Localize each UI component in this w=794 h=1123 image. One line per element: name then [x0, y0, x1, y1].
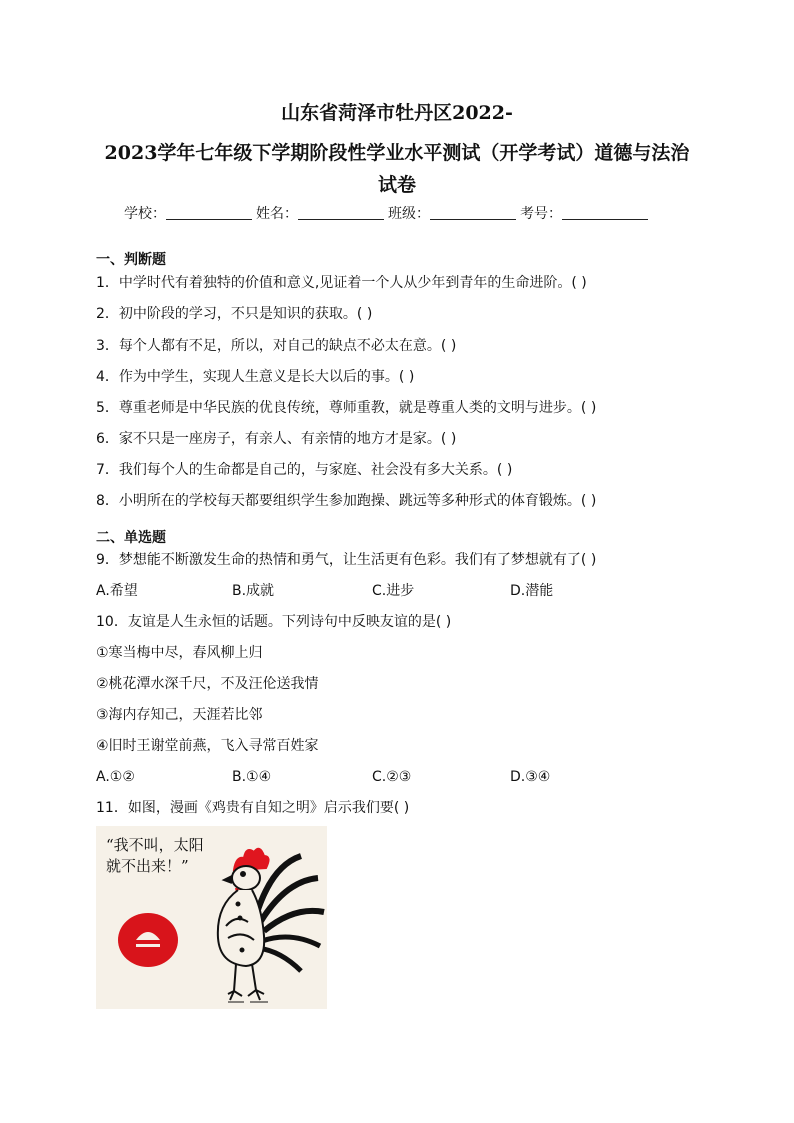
- question-11: 11．如图，漫画《鸡贵有自知之明》启示我们要( ): [96, 800, 410, 816]
- school-label: 学校：: [124, 206, 166, 222]
- question-3: 3．每个人都有不足，所以，对自己的缺点不必太在意。( ): [96, 338, 457, 354]
- option-d[interactable]: D.③④: [510, 769, 551, 785]
- school-blank[interactable]: [166, 205, 252, 220]
- question-7: 7．我们每个人的生命都是自己的，与家庭、社会没有多大关系。( ): [96, 462, 513, 478]
- question-1: 1．中学时代有着独特的价值和意义,见证着一个人从少年到青年的生命进阶。( ): [96, 275, 587, 291]
- question-10-item-2: ②桃花潭水深千尺，不及汪伦送我情: [96, 676, 319, 692]
- question-10: 10．友谊是人生永恒的话题。下列诗句中反映友谊的是( ): [96, 614, 452, 630]
- question-10-item-1: ①寒当梅中尽，春风柳上归: [96, 645, 263, 661]
- question-10-item-3: ③海内存知己，天涯若比邻: [96, 707, 263, 723]
- class-blank[interactable]: [430, 205, 516, 220]
- question-8: 8．小明所在的学校每天都要组织学生参加跑操、跳远等多种形式的体育锻炼。( ): [96, 493, 597, 509]
- student-info-row: [124, 203, 684, 225]
- exam-title-line1: 山东省菏泽市牡丹区2022-: [281, 102, 513, 124]
- section-heading-judgement: 一、判断题: [96, 252, 166, 268]
- option-c[interactable]: C.进步: [372, 583, 415, 599]
- question-2: 2．初中阶段的学习，不只是知识的获取。( ): [96, 306, 373, 322]
- question-5: 5．尊重老师是中华民族的优良传统，尊师重教，就是尊重人类的文明与进步。( ): [96, 400, 597, 416]
- option-c[interactable]: C.②③: [372, 769, 412, 785]
- option-b[interactable]: B.①④: [232, 769, 272, 785]
- cartoon-caption-line2: 就不出来！”: [106, 857, 189, 875]
- option-a[interactable]: A.①②: [96, 769, 135, 785]
- sun-icon: [118, 913, 178, 967]
- name-label: 姓名：: [256, 206, 298, 222]
- option-d[interactable]: D.潜能: [510, 583, 554, 599]
- question-6: 6．家不只是一座房子，有亲人、有亲情的地方才是家。( ): [96, 431, 457, 447]
- question-10-item-4: ④旧时王谢堂前燕，飞入寻常百姓家: [96, 738, 319, 754]
- option-a[interactable]: A.希望: [96, 583, 138, 599]
- section-heading-single-choice: 二、单选题: [96, 530, 166, 546]
- number-label: 考号：: [520, 206, 562, 222]
- option-b[interactable]: B.成就: [232, 583, 275, 599]
- number-blank[interactable]: [562, 205, 648, 220]
- question-9: 9．梦想能不断激发生命的热情和勇气，让生活更有色彩。我们有了梦想就有了( ): [96, 552, 597, 568]
- exam-title-line2: 2023学年七年级下学期阶段性学业水平测试（开学考试）道德与法治: [104, 142, 690, 164]
- exam-title-line3: 试卷: [377, 174, 416, 196]
- name-blank[interactable]: [298, 205, 384, 220]
- class-label: 班级：: [388, 206, 430, 222]
- question-4: 4．作为中学生，实现人生意义是长大以后的事。( ): [96, 369, 415, 385]
- cartoon-caption-line1: “我不叫，太阳: [106, 836, 204, 854]
- rooster-cartoon-image: [96, 826, 327, 1009]
